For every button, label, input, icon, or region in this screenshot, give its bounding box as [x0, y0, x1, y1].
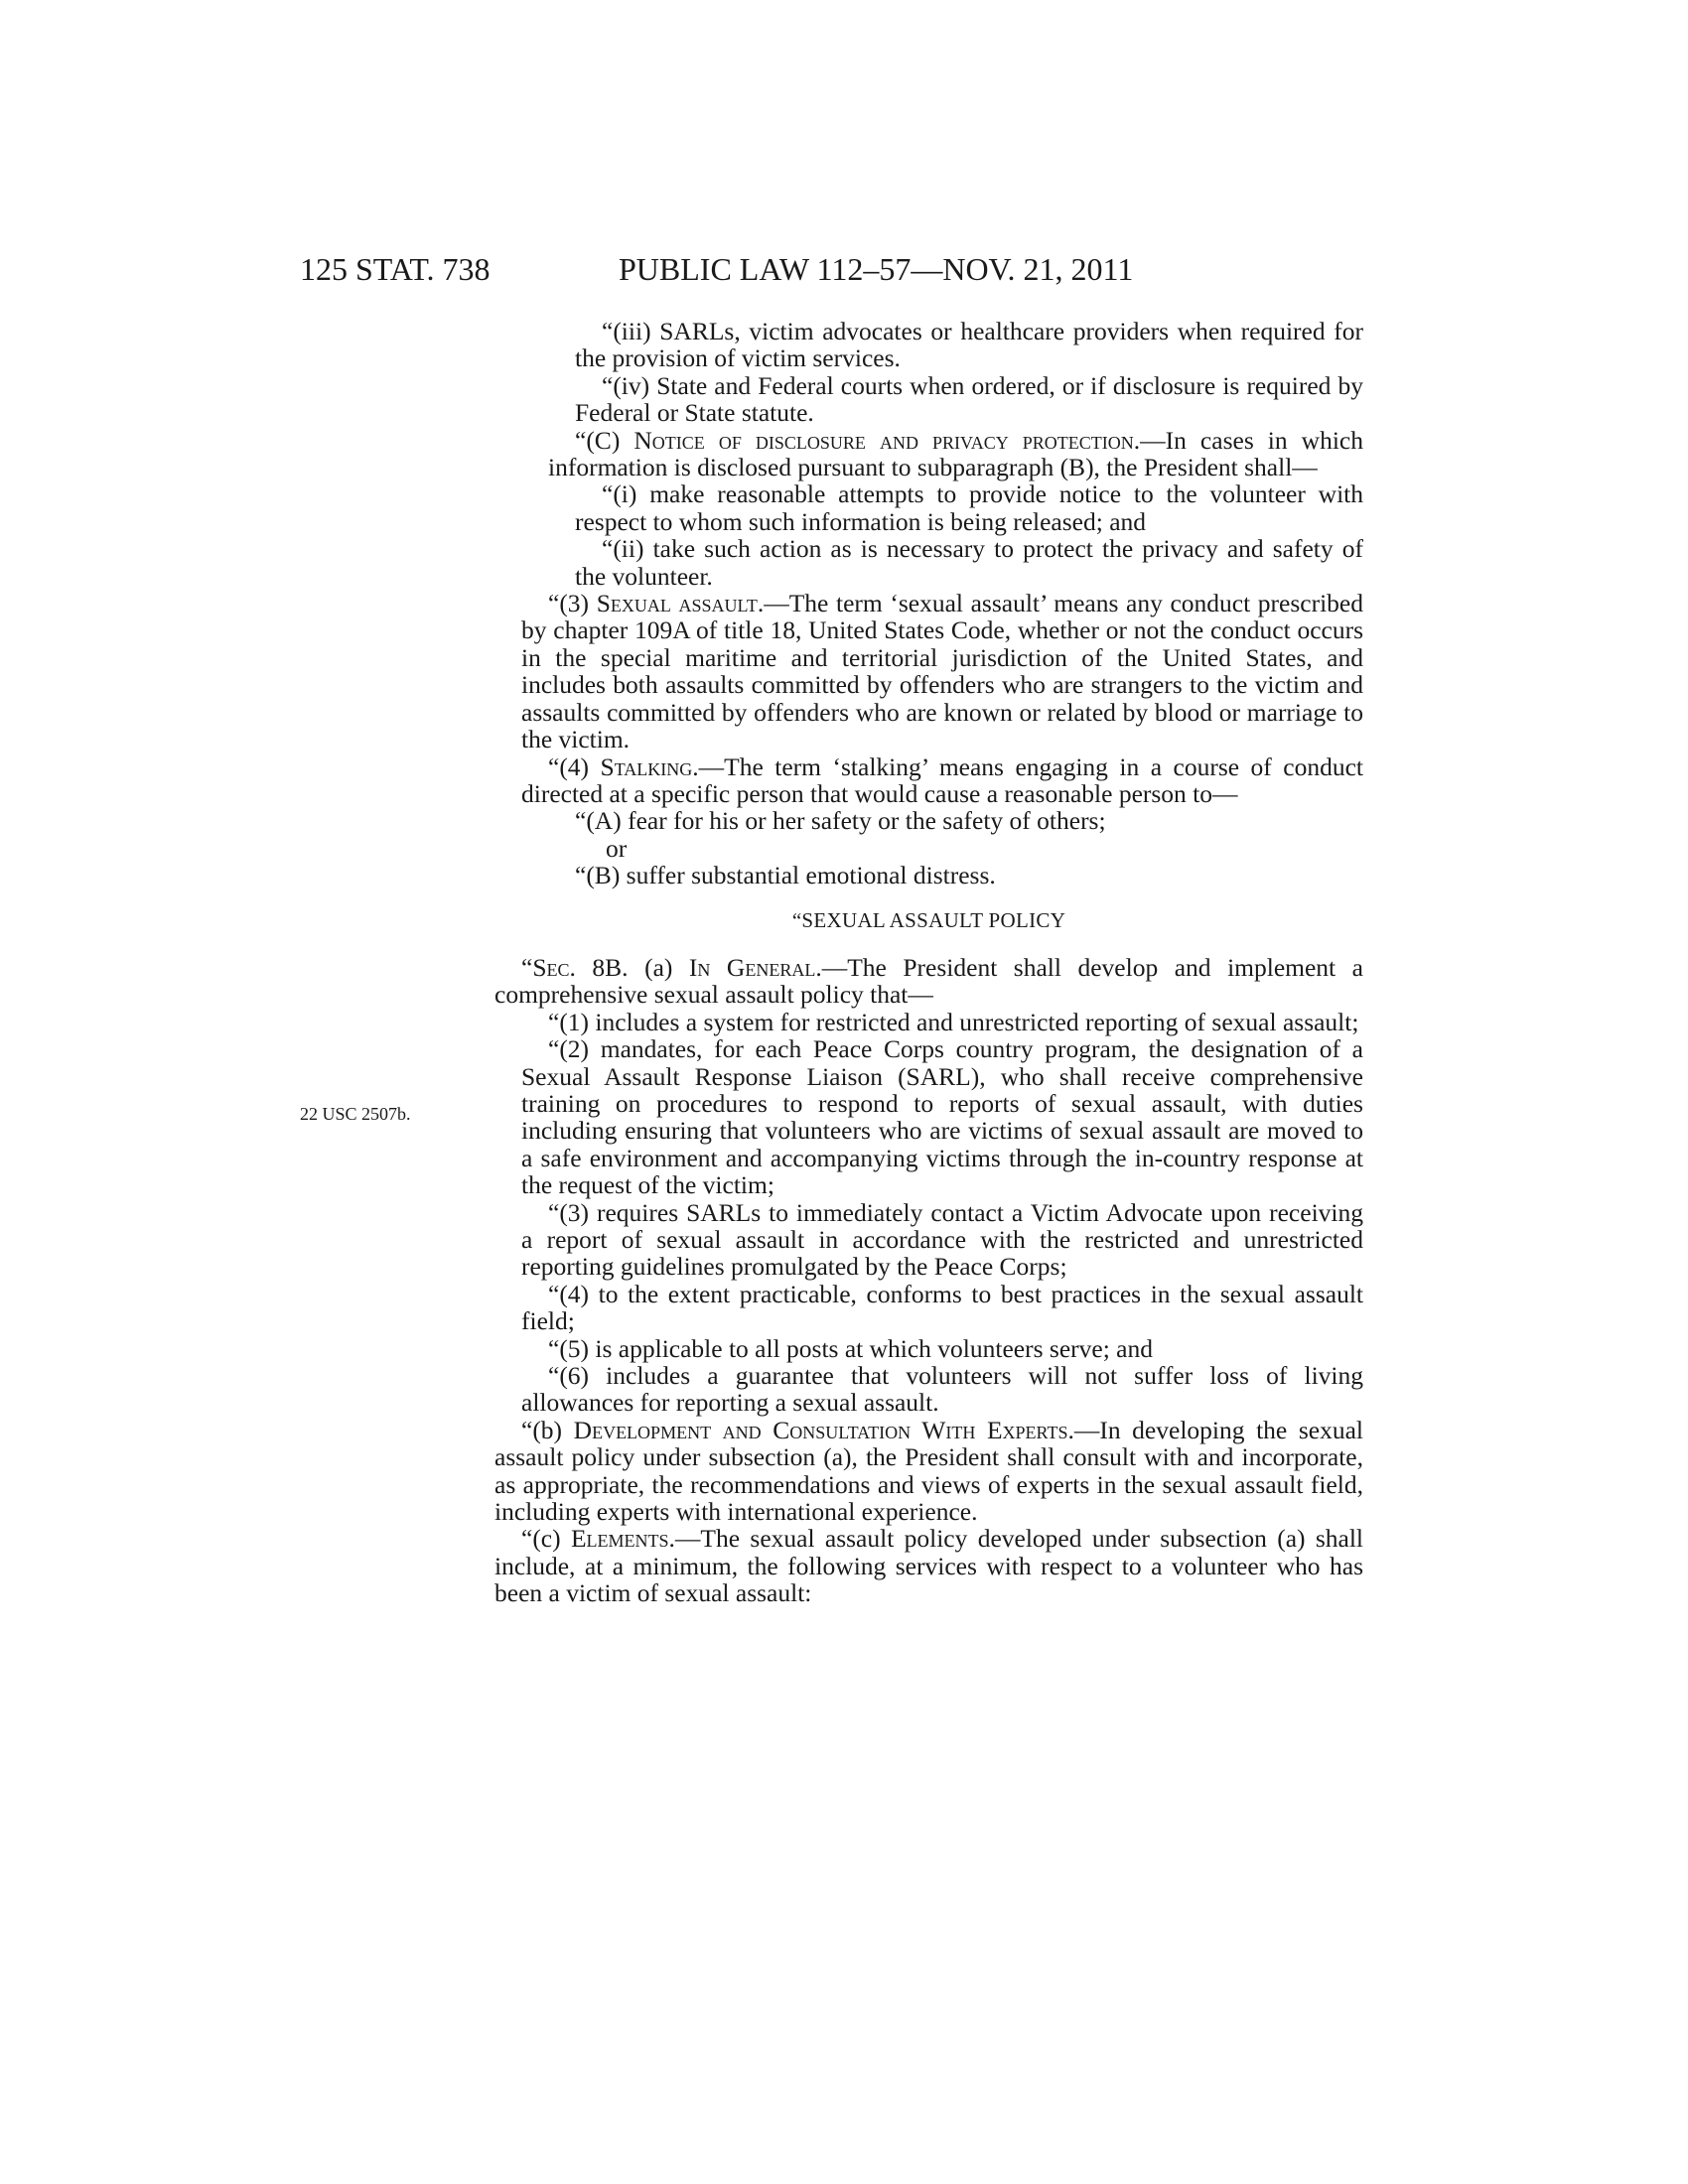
paragraph-4-heading: Stalking [600, 751, 693, 781]
section-8b-a [494, 954, 1363, 1009]
paragraph-3 [494, 590, 1363, 752]
statute-text [494, 318, 1363, 1607]
section-heading: “SEXUAL ASSAULT POLICY [791, 907, 1066, 932]
paragraph-a-2: “(2) mandates, for each Peace Corps country program, the designation of a Sexual Assault Response Liaison (SARL), who shall receive comprehensive training on procedures to respond to reports of sexual assault, with duties including ensuring that volunteers who are victims of sexual assault are moved to a safe environment and accompanying victims through the in-country response at the request of the victim; [521, 1034, 1363, 1200]
paragraph-3-label: “(3) [548, 589, 597, 618]
clause-iii: “(iii) SARLs, victim advocates or healthcare providers when required for the provision of victim services. [575, 317, 1363, 373]
clause-c-ii: “(ii) take such action as is necessary to protect the privacy and safety of the volunteer. [575, 534, 1363, 591]
section-quote: “ [521, 952, 533, 982]
paragraph-3-text: .—The term ‘sexual assault’ means any conduct prescribed by chapter 109A of title 18, United States Code, whether or not the conduct occurs in the special maritime and territorial jurisdiction of the United States, and includes both assaults committed by offenders who are strangers to the victim and assaults committed by offenders who are known or related by blood or marriage to the victim. [521, 589, 1363, 754]
section-number: . 8B. (a) [569, 952, 689, 982]
clause-iv: “(iv) State and Federal courts when ordered, or if disclosure is required by Federal or State statute. [575, 370, 1363, 428]
subsection-b [494, 1417, 1363, 1526]
paragraph-4-text: .—The term ‘stalking’ means engaging in a course of conduct directed at a specific person that would cause a reasonable person to— [521, 751, 1363, 808]
public-law-title: PUBLIC LAW 112–57—NOV. 21, 2011 [619, 251, 1134, 287]
clause-c-i: “(i) make reasonable attempts to provide notice to the volunteer with respect to whom such information is being released; and [575, 479, 1363, 536]
paragraph-a-1: “(1) includes a system for restricted and unrestricted reporting of sexual assault; [548, 1007, 1359, 1036]
paragraph-a-5: “(5) is applicable to all posts at which volunteers serve; and [548, 1333, 1153, 1363]
paragraph-4 [494, 753, 1363, 808]
section-label: Sec [532, 952, 570, 982]
subsection-c-label: “(c) [521, 1524, 571, 1554]
section-a-heading: In General [688, 952, 816, 982]
subparagraph-c [494, 427, 1363, 481]
subparagraph-4-b: “(B) suffer substantial emotional distress. [575, 861, 996, 890]
subparagraph-c-label: “(C) [575, 425, 634, 455]
subparagraph-4-a: “(A) fear for his or her safety or the safety of others; [575, 806, 1106, 836]
or-connector: or [606, 833, 628, 863]
subsection-c-heading: Elements [570, 1524, 669, 1554]
paragraph-4-label: “(4) [548, 751, 601, 781]
subsection-b-text: .—In developing the sexual assault policy under subsection (a), the President shall consult with and incorporate, as appropriate, the recommendations and views of experts in the sexual assault field, including experts with international experience. [494, 1415, 1363, 1527]
section-a-text: .—The President shall develop and implement a comprehensive sexual assault policy that— [494, 952, 1363, 1010]
subsection-b-label: “(b) [521, 1415, 574, 1444]
subsection-c-text: .—The sexual assault policy developed under subsection (a) shall include, at a minimum, the following services with respect to a volunteer who has been a victim of sexual assault: [494, 1524, 1363, 1608]
paragraph-a-4: “(4) to the extent practicable, conforms to best practices in the sexual assault field; [521, 1279, 1363, 1336]
statute-reference: 125 STAT. 738 [300, 251, 491, 287]
paragraph-a-6: “(6) includes a guarantee that volunteers will not suffer loss of living allowances for reporting a sexual assault. [521, 1361, 1363, 1418]
subsection-b-heading: Development and Consultation With Experts [573, 1415, 1068, 1444]
margin-citation: 22 USC 2507b. [300, 1104, 411, 1124]
paragraph-3-heading: Sexual assault [596, 589, 758, 618]
running-head [0, 251, 1688, 287]
paragraph-a-3: “(3) requires SARLs to immediately contact a Victim Advocate upon receiving a report of sexual assault in accordance with the restricted and unrestricted reporting guidelines promulgated by the Peace Corps; [521, 1197, 1363, 1282]
subparagraph-c-text: .—In cases in which information is disclosed pursuant to subparagraph (B), the President shall— [548, 425, 1363, 482]
subparagraph-c-heading: Notice of disclosure and privacy protection [633, 425, 1134, 455]
subsection-c [494, 1525, 1363, 1606]
